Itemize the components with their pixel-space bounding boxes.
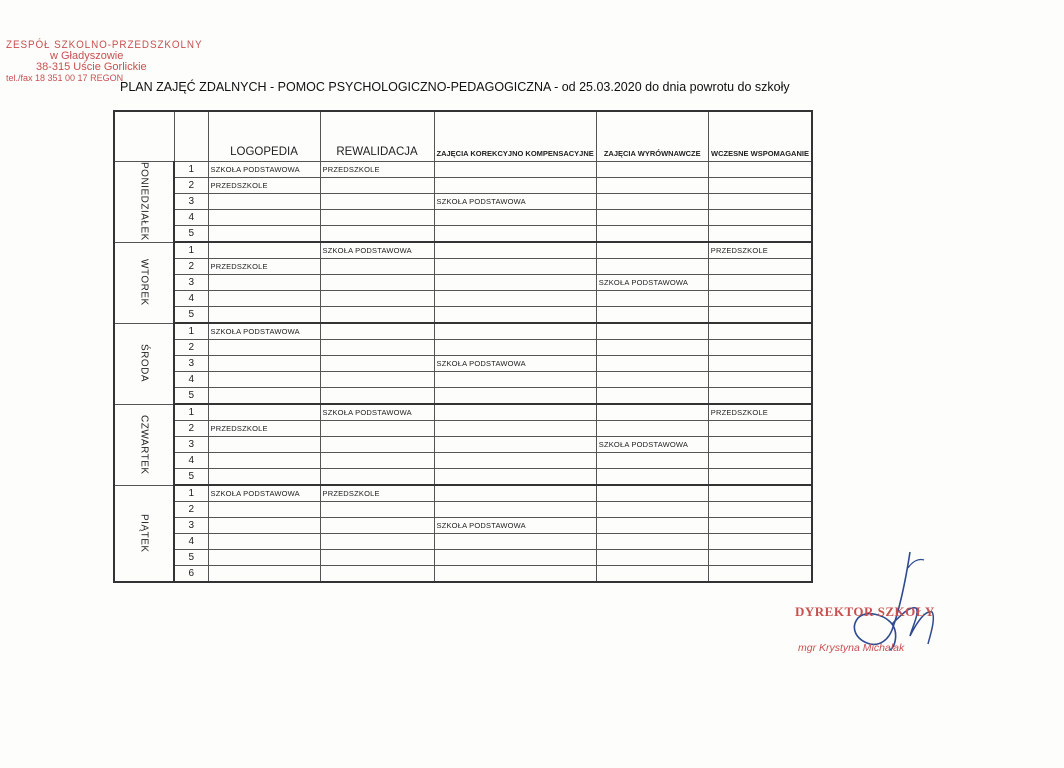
lesson-number: 4	[174, 453, 208, 469]
cell-wyrownawcze: SZKOŁA PODSTAWOWA	[596, 437, 708, 453]
cell-rewalidacja	[320, 388, 434, 405]
cell-rewalidacja: SZKOŁA PODSTAWOWA	[320, 404, 434, 421]
cell-wczesne	[708, 323, 812, 340]
lesson-number: 4	[174, 210, 208, 226]
table-row	[114, 388, 812, 405]
cell-logopedia	[208, 210, 320, 226]
cell-rewalidacja	[320, 453, 434, 469]
cell-wczesne	[708, 275, 812, 291]
day-cell	[114, 242, 174, 323]
table-row	[114, 550, 812, 566]
cell-logopedia	[208, 437, 320, 453]
cell-wczesne	[708, 453, 812, 469]
cell-rewalidacja: SZKOŁA PODSTAWOWA	[320, 242, 434, 259]
cell-korekcyjno	[434, 388, 596, 405]
day-cell	[114, 162, 174, 243]
table-row	[114, 307, 812, 324]
table-row	[114, 162, 812, 178]
cell-wczesne	[708, 226, 812, 243]
day-label: CZWARTEK	[138, 414, 150, 475]
cell-logopedia: SZKOŁA PODSTAWOWA	[208, 485, 320, 502]
cell-rewalidacja	[320, 372, 434, 388]
cell-korekcyjno	[434, 178, 596, 194]
cell-rewalidacja	[320, 469, 434, 486]
cell-wyrownawcze	[596, 566, 708, 583]
cell-wyrownawcze	[596, 469, 708, 486]
header-korekcyjno: ZAJĘCIA KOREKCYJNO KOMPENSACYJNE	[434, 111, 596, 162]
table-row	[114, 242, 812, 259]
lesson-number: 5	[174, 469, 208, 486]
cell-wyrownawcze	[596, 162, 708, 178]
table-row	[114, 226, 812, 243]
table-row	[114, 421, 812, 437]
cell-rewalidacja	[320, 340, 434, 356]
cell-wczesne	[708, 550, 812, 566]
day-cell	[114, 485, 174, 582]
header-logopedia: LOGOPEDIA	[208, 111, 320, 162]
cell-logopedia	[208, 404, 320, 421]
cell-korekcyjno	[434, 340, 596, 356]
table-row	[114, 534, 812, 550]
cell-rewalidacja	[320, 194, 434, 210]
header-rewalidacja: REWALIDACJA	[320, 111, 434, 162]
cell-rewalidacja	[320, 178, 434, 194]
cell-korekcyjno	[434, 259, 596, 275]
cell-korekcyjno: SZKOŁA PODSTAWOWA	[434, 194, 596, 210]
table-row	[114, 437, 812, 453]
cell-korekcyjno	[434, 469, 596, 486]
cell-rewalidacja: PRZEDSZKOLE	[320, 162, 434, 178]
table-row	[114, 404, 812, 421]
lesson-number: 2	[174, 259, 208, 275]
table-row	[114, 210, 812, 226]
stamp-line: tel./fax 18 351 00 17 REGON	[6, 73, 124, 83]
lesson-number: 5	[174, 307, 208, 324]
cell-wczesne	[708, 340, 812, 356]
cell-korekcyjno	[434, 372, 596, 388]
table-row	[114, 323, 812, 340]
school-stamp	[6, 40, 216, 84]
lesson-number: 2	[174, 421, 208, 437]
cell-korekcyjno	[434, 550, 596, 566]
cell-logopedia: PRZEDSZKOLE	[208, 259, 320, 275]
table-row	[114, 259, 812, 275]
cell-logopedia	[208, 518, 320, 534]
cell-wyrownawcze	[596, 372, 708, 388]
document-title: PLAN ZAJĘĆ ZDALNYCH - POMOC PSYCHOLOGICZNO-PEDAGOGICZNA - od 25.03.2020 do dnia powrotu do szkoły	[120, 80, 790, 94]
cell-rewalidacja	[320, 518, 434, 534]
lesson-number: 1	[174, 485, 208, 502]
lesson-number: 2	[174, 340, 208, 356]
table-row	[114, 372, 812, 388]
lesson-number: 3	[174, 194, 208, 210]
cell-logopedia	[208, 372, 320, 388]
cell-wyrownawcze	[596, 210, 708, 226]
table-row	[114, 566, 812, 583]
header-number	[174, 111, 208, 162]
cell-logopedia	[208, 340, 320, 356]
lesson-number: 1	[174, 323, 208, 340]
cell-wyrownawcze	[596, 421, 708, 437]
cell-wczesne	[708, 502, 812, 518]
cell-wyrownawcze	[596, 550, 708, 566]
cell-logopedia	[208, 534, 320, 550]
cell-korekcyjno	[434, 485, 596, 502]
cell-korekcyjno	[434, 437, 596, 453]
day-cell	[114, 404, 174, 485]
cell-wczesne	[708, 421, 812, 437]
lesson-number: 5	[174, 550, 208, 566]
cell-korekcyjno	[434, 453, 596, 469]
lesson-number: 3	[174, 518, 208, 534]
cell-logopedia	[208, 275, 320, 291]
table-row	[114, 453, 812, 469]
lesson-number: 5	[174, 388, 208, 405]
stamp-line: w Gładyszowie	[50, 50, 124, 62]
cell-wyrownawcze	[596, 259, 708, 275]
cell-wczesne: PRZEDSZKOLE	[708, 404, 812, 421]
cell-rewalidacja	[320, 421, 434, 437]
table-row	[114, 178, 812, 194]
lesson-number: 3	[174, 356, 208, 372]
cell-rewalidacja	[320, 550, 434, 566]
table-row	[114, 469, 812, 486]
cell-wczesne	[708, 259, 812, 275]
header-wyrownawcze: ZAJĘCIA WYRÓWNAWCZE	[596, 111, 708, 162]
signature-name: mgr Krystyna Michalak	[798, 642, 905, 654]
stamp-line: 38-315 Uście Gorlickie	[36, 61, 147, 73]
cell-wczesne	[708, 485, 812, 502]
cell-wczesne	[708, 194, 812, 210]
cell-wyrownawcze	[596, 518, 708, 534]
cell-korekcyjno	[434, 323, 596, 340]
cell-korekcyjno	[434, 307, 596, 324]
lesson-number: 4	[174, 291, 208, 307]
table-row	[114, 291, 812, 307]
table-row	[114, 356, 812, 372]
cell-wyrownawcze	[596, 404, 708, 421]
cell-wczesne	[708, 469, 812, 486]
cell-korekcyjno: SZKOŁA PODSTAWOWA	[434, 356, 596, 372]
cell-korekcyjno	[434, 275, 596, 291]
cell-rewalidacja	[320, 323, 434, 340]
cell-logopedia	[208, 469, 320, 486]
table-row	[114, 485, 812, 502]
table-row	[114, 502, 812, 518]
cell-rewalidacja	[320, 566, 434, 583]
cell-wyrownawcze	[596, 307, 708, 324]
cell-wczesne	[708, 437, 812, 453]
table-row	[114, 340, 812, 356]
table-row	[114, 275, 812, 291]
table-row	[114, 194, 812, 210]
cell-wczesne: PRZEDSZKOLE	[708, 242, 812, 259]
cell-korekcyjno	[434, 210, 596, 226]
lesson-number: 3	[174, 275, 208, 291]
cell-logopedia	[208, 242, 320, 259]
cell-logopedia	[208, 307, 320, 324]
cell-korekcyjno	[434, 421, 596, 437]
cell-logopedia	[208, 566, 320, 583]
cell-rewalidacja: PRZEDSZKOLE	[320, 485, 434, 502]
day-label: WTOREK	[138, 259, 150, 306]
day-label: PIĄTEK	[138, 513, 150, 553]
cell-korekcyjno	[434, 566, 596, 583]
lesson-number: 1	[174, 404, 208, 421]
cell-wyrownawcze	[596, 194, 708, 210]
cell-logopedia	[208, 550, 320, 566]
cell-rewalidacja	[320, 437, 434, 453]
cell-wyrownawcze	[596, 226, 708, 243]
cell-korekcyjno	[434, 242, 596, 259]
cell-korekcyjno	[434, 291, 596, 307]
cell-wczesne	[708, 210, 812, 226]
cell-rewalidacja	[320, 307, 434, 324]
cell-korekcyjno	[434, 502, 596, 518]
cell-korekcyjno	[434, 534, 596, 550]
cell-rewalidacja	[320, 226, 434, 243]
cell-wyrownawcze	[596, 178, 708, 194]
cell-wyrownawcze	[596, 356, 708, 372]
cell-wyrownawcze	[596, 291, 708, 307]
header-day	[114, 111, 174, 162]
cell-wyrownawcze	[596, 323, 708, 340]
lesson-number: 2	[174, 178, 208, 194]
cell-wczesne	[708, 356, 812, 372]
lesson-number: 1	[174, 242, 208, 259]
cell-logopedia	[208, 356, 320, 372]
cell-wczesne	[708, 291, 812, 307]
cell-wczesne	[708, 534, 812, 550]
table-row	[114, 518, 812, 534]
cell-rewalidacja	[320, 502, 434, 518]
signature-title: DYREKTOR SZKOŁY	[795, 604, 935, 619]
table-header-row	[114, 111, 812, 162]
cell-logopedia: SZKOŁA PODSTAWOWA	[208, 162, 320, 178]
schedule-table	[113, 110, 813, 583]
cell-logopedia	[208, 194, 320, 210]
lesson-number: 3	[174, 437, 208, 453]
cell-korekcyjno	[434, 162, 596, 178]
cell-wczesne	[708, 566, 812, 583]
lesson-number: 4	[174, 372, 208, 388]
cell-logopedia: PRZEDSZKOLE	[208, 421, 320, 437]
cell-wyrownawcze	[596, 340, 708, 356]
day-cell	[114, 323, 174, 404]
cell-logopedia	[208, 388, 320, 405]
day-label: ŚRODA	[138, 344, 150, 383]
cell-wyrownawcze: SZKOŁA PODSTAWOWA	[596, 275, 708, 291]
stamp-line: ZESPÓŁ SZKOLNO-PRZEDSZKOLNY	[6, 39, 203, 51]
lesson-number: 2	[174, 502, 208, 518]
cell-logopedia: SZKOŁA PODSTAWOWA	[208, 323, 320, 340]
cell-logopedia: PRZEDSZKOLE	[208, 178, 320, 194]
cell-korekcyjno: SZKOŁA PODSTAWOWA	[434, 518, 596, 534]
cell-rewalidacja	[320, 356, 434, 372]
cell-logopedia	[208, 226, 320, 243]
schedule-body	[114, 162, 812, 583]
cell-rewalidacja	[320, 534, 434, 550]
cell-korekcyjno	[434, 404, 596, 421]
cell-wczesne	[708, 178, 812, 194]
cell-logopedia	[208, 502, 320, 518]
cell-wczesne	[708, 372, 812, 388]
cell-wyrownawcze	[596, 453, 708, 469]
cell-rewalidacja	[320, 275, 434, 291]
header-wczesne: WCZESNE WSPOMAGANIE	[708, 111, 812, 162]
lesson-number: 5	[174, 226, 208, 243]
cell-wyrownawcze	[596, 242, 708, 259]
cell-wczesne	[708, 388, 812, 405]
day-label: PONIEDZIAŁEK	[138, 162, 150, 242]
cell-rewalidacja	[320, 210, 434, 226]
cell-rewalidacja	[320, 259, 434, 275]
cell-rewalidacja	[320, 291, 434, 307]
cell-wczesne	[708, 518, 812, 534]
cell-logopedia	[208, 291, 320, 307]
cell-wyrownawcze	[596, 485, 708, 502]
cell-wyrownawcze	[596, 534, 708, 550]
lesson-number: 1	[174, 162, 208, 178]
cell-wyrownawcze	[596, 502, 708, 518]
cell-wczesne	[708, 162, 812, 178]
cell-wyrownawcze	[596, 388, 708, 405]
lesson-number: 4	[174, 534, 208, 550]
lesson-number: 6	[174, 566, 208, 583]
cell-korekcyjno	[434, 226, 596, 243]
cell-logopedia	[208, 453, 320, 469]
cell-wczesne	[708, 307, 812, 324]
